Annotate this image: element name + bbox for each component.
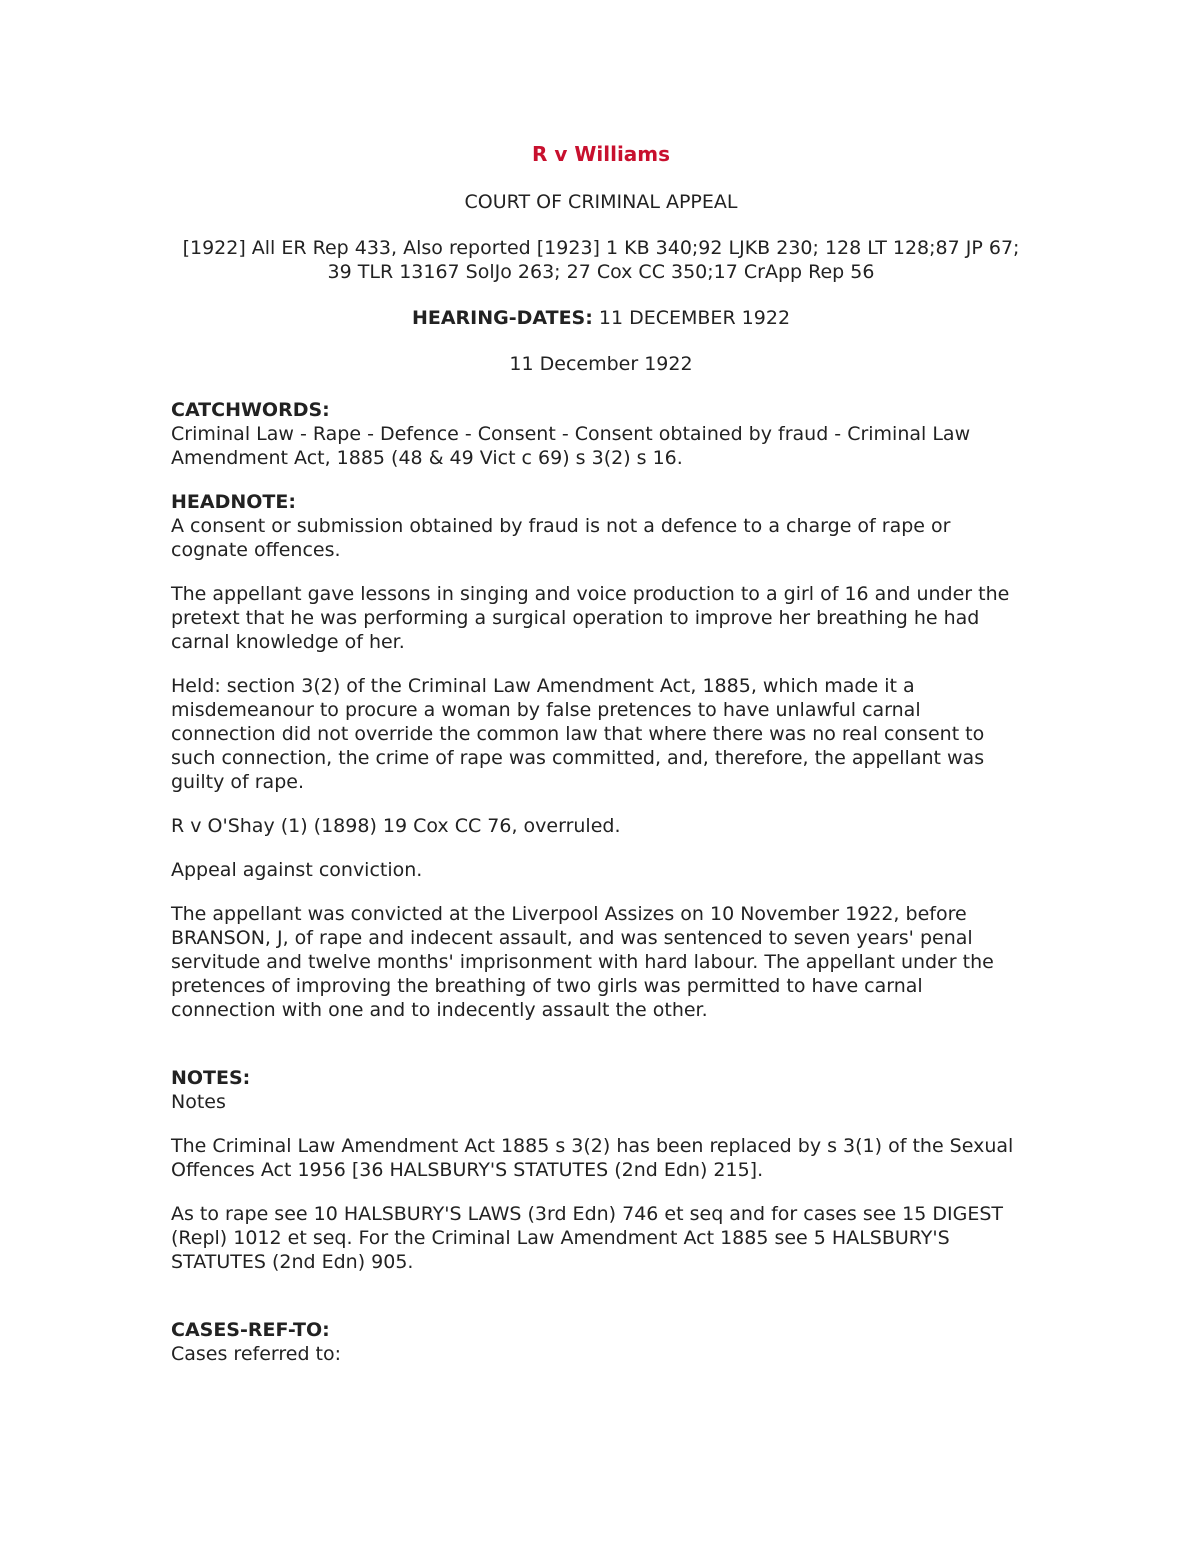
court-name: COURT OF CRIMINAL APPEAL bbox=[464, 191, 738, 213]
catchwords-label: CATCHWORDS: bbox=[171, 399, 330, 421]
case-title: R v Williams bbox=[531, 142, 671, 166]
headnote-paragraph: Appeal against conviction. bbox=[171, 859, 423, 881]
hearing-dates-label: HEARING-DATES: bbox=[411, 307, 593, 329]
headnote-label: HEADNOTE: bbox=[171, 491, 296, 513]
headnote-paragraph: Held: section 3(2) of the Criminal Law Amendment Act, 1885, which made it a misdemeanour to procure a woman by false pretences to have unlawful carnal connection did not override the common law that where there was no real consent to such connection, the crime of rape was committed, and, therefore, the appellant was guilty of rape. bbox=[171, 675, 985, 793]
document-content bbox=[171, 142, 1031, 1366]
notes-section bbox=[171, 1066, 1031, 1274]
headnote-paragraph: The appellant gave lessons in singing and voice production to a girl of 16 and under the pretext that he was performing a surgical operation to improve her breathing he had carnal knowledge of her. bbox=[171, 583, 1010, 653]
catchwords-section bbox=[171, 398, 1031, 470]
hearing-dates bbox=[171, 306, 1031, 330]
decision-date: 11 December 1922 bbox=[509, 353, 693, 375]
hearing-dates-value: 11 DECEMBER 1922 bbox=[592, 307, 791, 329]
notes-label: NOTES: bbox=[171, 1067, 251, 1089]
notes-paragraph: As to rape see 10 HALSBURY'S LAWS (3rd Edn) 746 et seq and for cases see 15 DIGEST (Repl) 1012 et seq. For the Criminal Law Amendment Act 1885 see 5 HALSBURY'S STATUTES (2nd Edn) 905. bbox=[171, 1203, 1004, 1273]
notes-subtitle: Notes bbox=[171, 1091, 226, 1113]
headnote-section bbox=[171, 490, 1031, 1022]
cases-ref-text: Cases referred to: bbox=[171, 1343, 342, 1365]
headnote-paragraph: The appellant was convicted at the Liverpool Assizes on 10 November 1922, before BRANSON, J, of rape and indecent assault, and was sentenced to seven years' penal servitude and twelve months' imprisonment with hard labour. The appellant under the pretences of improving the breathing of two girls was permitted to have carnal connection with one and to indecently assault the other. bbox=[171, 903, 994, 1021]
headnote-paragraph: R v O'Shay (1) (1898) 19 Cox CC 76, overruled. bbox=[171, 815, 621, 837]
notes-paragraph: The Criminal Law Amendment Act 1885 s 3(2) has been replaced by s 3(1) of the Sexual Offences Act 1956 [36 HALSBURY'S STATUTES (2nd Edn) 215]. bbox=[171, 1135, 1014, 1181]
cases-ref-label: CASES-REF-TO: bbox=[171, 1319, 330, 1341]
cases-ref-section bbox=[171, 1318, 1031, 1366]
catchwords-text: Criminal Law - Rape - Defence - Consent - Consent obtained by fraud - Criminal Law Amendment Act, 1885 (48 & 49 Vict c 69) s 3(2) s 16. bbox=[171, 423, 971, 469]
headnote-paragraph: A consent or submission obtained by fraud is not a defence to a charge of rape or cognate offences. bbox=[171, 515, 951, 561]
citation: [1922] All ER Rep 433, Also reported [1923] 1 KB 340;92 LJKB 230; 128 LT 128;87 JP 67; 39 TLR 13167 SolJo 263; 27 Cox CC 350;17 CrApp Rep 56 bbox=[182, 237, 1020, 283]
